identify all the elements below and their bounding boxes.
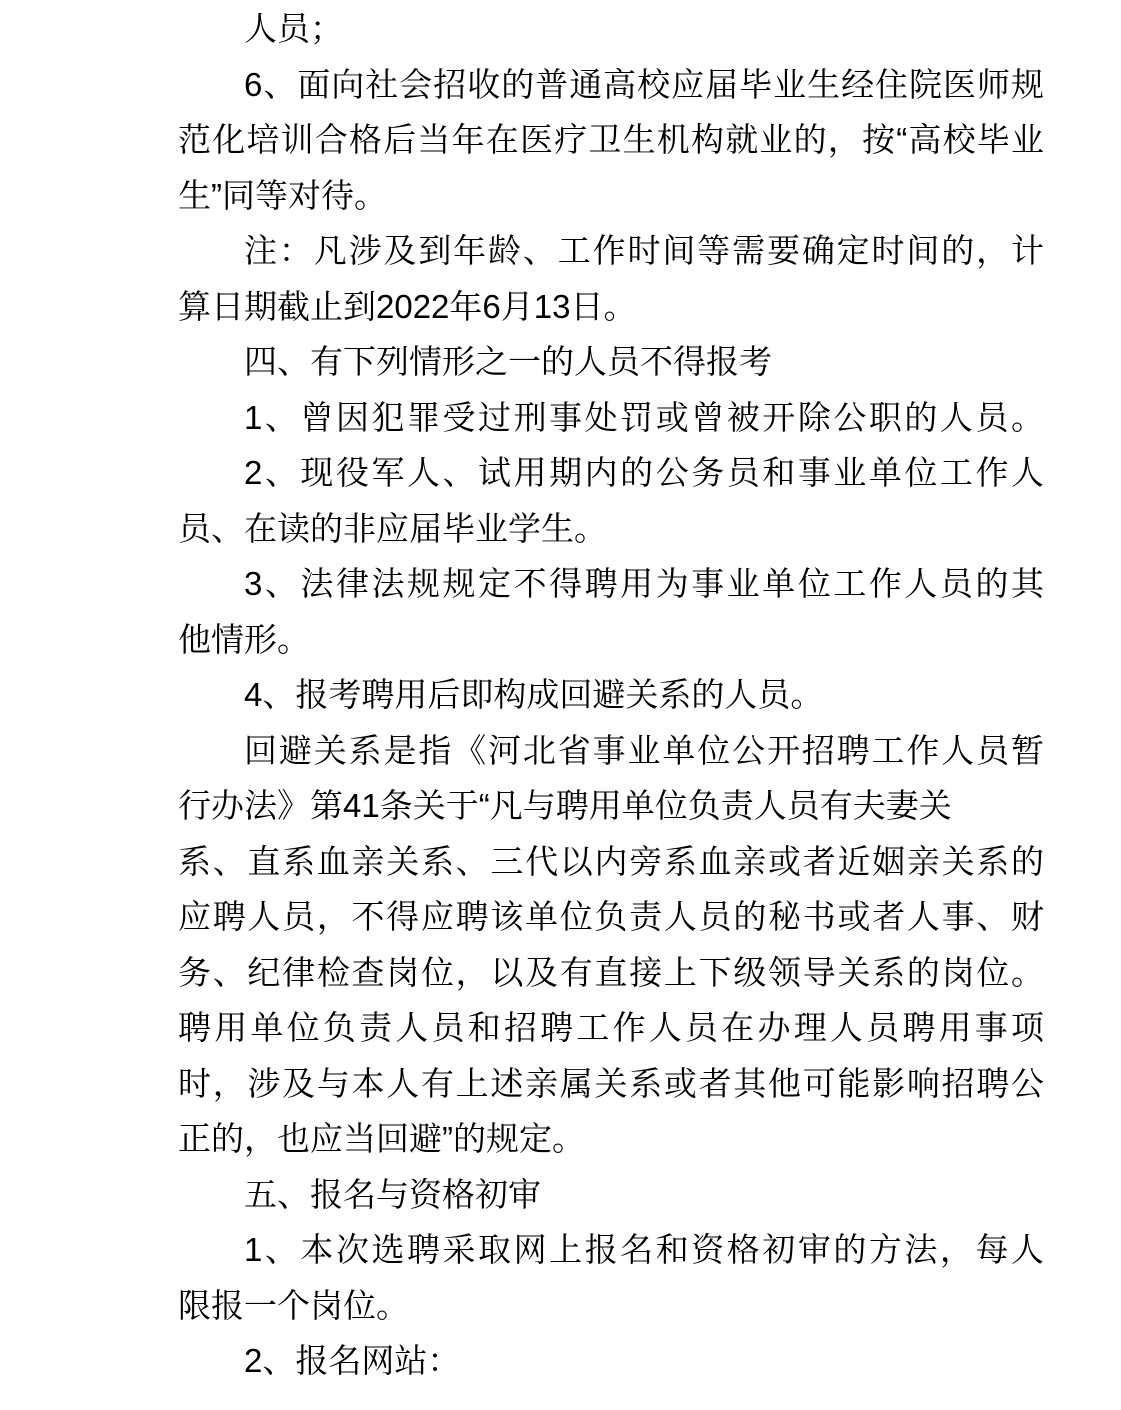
text-line: 务、纪律检查岗位，以及有直接上下级领导关系的岗位。 xyxy=(178,953,1044,991)
text-line: 注：凡涉及到年龄、工作时间等需要确定时间的，计 xyxy=(244,232,1044,269)
text-line: 2、现役军人、试用期内的公务员和事业单位工作人 xyxy=(244,454,1044,491)
text-line: 4、报考聘用后即构成回避关系的人员。 xyxy=(244,676,824,713)
text-line: 范化培训合格后当年在医疗卫生机构就业的，按“高校毕业 xyxy=(178,121,1044,158)
text-line: 聘用单位负责人员和招聘工作人员在办理人员聘用事项 xyxy=(178,1009,1044,1046)
text-line: 五、报名与资格初审 xyxy=(244,1175,541,1213)
text-line: 3、法律法规规定不得聘用为事业单位工作人员的其 xyxy=(244,565,1044,602)
text-line: 限报一个岗位。 xyxy=(178,1286,409,1324)
text-line: 他情形。 xyxy=(178,620,310,658)
text-line: 算日期截止到2022年6月13日。 xyxy=(178,287,637,325)
text-line: 正的，也应当回避”的规定。 xyxy=(178,1120,585,1157)
text-line: 1、本次选聘采取网上报名和资格初审的方法，每人 xyxy=(244,1231,1044,1268)
text-line: 员、在读的非应届毕业学生。 xyxy=(178,509,607,547)
text-line: 时，涉及与本人有上述亲属关系或者其他可能影响招聘公 xyxy=(178,1064,1044,1102)
text-line: 四、有下列情形之一的人员不得报考 xyxy=(244,343,772,380)
text-line: 1、曾因犯罪受过刑事处罚或曾被开除公职的人员。 xyxy=(244,398,1044,436)
text-line: 系、直系血亲关系、三代以内旁系血亲或者近姻亲关系的 xyxy=(178,842,1044,880)
text-line: 2、报名网站： xyxy=(244,1342,461,1379)
text-line: 应聘人员，不得应聘该单位负责人员的秘书或者人事、财 xyxy=(178,898,1044,935)
text-line: 人员； xyxy=(244,10,343,47)
text-line: 6、面向社会招收的普通高校应届毕业生经住院医师规 xyxy=(244,65,1044,103)
text-line: 行办法》第41条关于“凡与聘用单位负责人员有夫妻关 xyxy=(178,787,952,824)
text-line: 生”同等对待。 xyxy=(178,176,387,214)
text-line: 回避关系是指《河北省事业单位公开招聘工作人员暂 xyxy=(244,731,1044,769)
document-text-block xyxy=(178,1,1044,1389)
